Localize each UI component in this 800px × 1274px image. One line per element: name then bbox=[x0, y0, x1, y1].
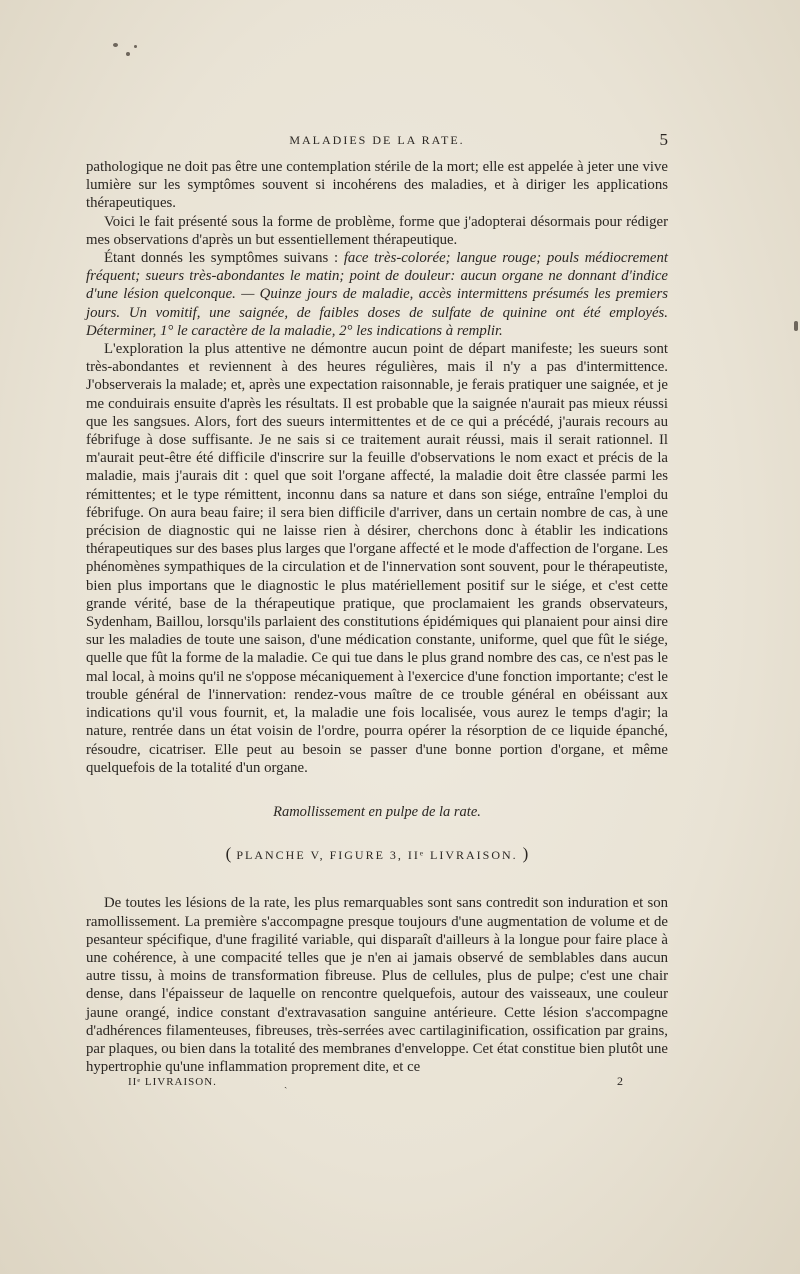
running-title: MALADIES DE LA RATE. bbox=[289, 133, 465, 147]
paren-open: ( bbox=[225, 844, 232, 864]
ink-spot bbox=[113, 43, 118, 47]
section-title: Ramollissement en pulpe de la rate. bbox=[273, 803, 481, 820]
signature-number: 2 bbox=[617, 1074, 624, 1088]
paragraph: pathologique ne doit pas être une contemplation stérile de la mort; elle est appelée à jeter une vive lumière sur les symptômes souvent si incohérens des maladies, et à diriger les applications thérapeutiques. bbox=[86, 159, 668, 212]
paragraph: Voici le fait présenté sous la forme de problème, forme que j'adopterai désormais pour rédiger mes observations d'après un but essentiellement thérapeutique. bbox=[86, 213, 668, 248]
paragraph: L'exploration la plus attentive ne démontre aucun point de départ manifeste; les sueurs sont très-abondantes et reviennent à des heures régulières, mais il n'y a pas d'intermittence. J'observerais la malade; et, après une expectation raisonnable, je ferais pratiquer une saignée, et je me conduirais ensuite d'après les résultats. Il est probable que la saignée n'aurait pas mieux réussi que les sangsues. Alors, fort des sueurs intermittentes et de ce qui a précédé, j'aurais recours au fébrifuge à dose suffisante. Je ne sais si ce traitement aurait réussi, mais il serait rationnel. Il m'aurait peut-être été difficile d'inscrire sur la feuille d'observations le nom exact et précis de la maladie, mais j'aurais dit : quel que soit l'organe affecté, la maladie doit être classée parmi les rémittentes; et le type rémittent, inconnu dans sa nature et dans son siége, entraîne l'emploi du fébrifuge. On aura beau faire; il sera bien difficile d'arriver, dans un certain nombre de cas, à une précision de diagnostic qui ne laisse rien à désirer, cherchons donc à établir les indications thérapeutiques sur des bases plus larges que l'organe affecté et le mode d'affection de l'organe. Les phénomènes sympathiques de la circulation et de l'innervation sont souvent, pour le thérapeutiste, bien plus importans que le diagnostic le plus matériellement positif sur le siége, et c'est cette grande vérité, base de la thérapeutique pratique, que proclamaient les grands observateurs, Sydenham, Baillou, lorsqu'ils parlaient des constitutions épidémiques qui planaient pour ainsi dire sur les maladies de toute une saison, d'une médication constante, uniforme, quel que fût le siége, quelle que fût la forme de la maladie. Ce qui tue dans le plus grand nombre des cas, ce n'est pas le mal local, à moins qu'il ne s'oppose mécaniquement à l'exercice d'une fonction importante; c'est le trouble général de l'innervation: rendez-vous maître de ce trouble général en obéissant aux indications qu'il vous fournit, et, la maladie une fois localisée, vous aurez le temps d'agir; la nature, rentrée dans un état voisin de l'ordre, pourra opérer la résorption de ce liquide épanché, résoudre, cicatriser. Elle peut au besoin se passer d'une bonne portion d'organe, et même quelquefois de la totalité d'un organe. bbox=[86, 341, 668, 776]
page-number: 5 bbox=[659, 130, 668, 149]
paren-close: ) bbox=[522, 844, 529, 864]
page-footer bbox=[128, 1076, 624, 1096]
case-intro: Étant donnés les symptômes suivans : bbox=[104, 250, 344, 267]
ink-spot bbox=[126, 52, 130, 56]
signature-mark: IIᵉ LIVRAISON. bbox=[128, 1076, 217, 1088]
case-symptoms: face très-colorée; langue rouge; pouls médiocrement fréquent; sueurs très-abondantes le matin; point de douleur: aucun organe ne donnant d'indice d'une lésion quelconque. — Quinze jours de maladie, accès intermittens présumés les premiers jours. Un vomitif, une saignée, de faibles doses de sulfate de quinine ont été employés. Déterminer, 1° le caractère de la maladie, 2° les indications à remplir. bbox=[86, 250, 668, 339]
paragraph: De toutes les lésions de la rate, les plus remarquables sont sans contredit son induration et son ramollissement. La première s'accompagne presque toujours d'une augmentation de volume et de pesanteur spécifique, d'une fragilité variable, qui disparaît d'ailleurs à la longue pour faire place à une cohérence, à une compacité telles que je n'en ai jamais observé de semblables dans aucun autre tissu, à moins de transformation fibreuse. Plus de cellules, plus de pulpe; c'est une chair dense, dans l'épaisseur de laquelle on rencontre quelquefois, autour des vaisseaux, une couleur jaune orangé, indice constant d'extravasation sanguine antérieure. Cette lésion s'accompagne d'adhérences filamenteuses, fibreuses, très-serrées avec cartilaginification, ossification par grains, par plaques, ou bien dans la totalité des membranes d'enveloppe. Cet état constitue bien plutôt une hypertrophie qu'une inflammation proprement dite, et ce bbox=[86, 895, 668, 1076]
footer-mark: ˎ bbox=[284, 1078, 289, 1089]
plate-reference bbox=[86, 845, 668, 864]
text-body bbox=[86, 158, 668, 1076]
case-paragraph bbox=[86, 249, 668, 340]
plate-text: PLANCHE V, FIGURE 3, IIᵉ LIVRAISON. bbox=[236, 848, 518, 863]
page-header bbox=[86, 130, 668, 155]
ink-spot bbox=[794, 321, 798, 331]
ink-spot bbox=[134, 45, 137, 48]
